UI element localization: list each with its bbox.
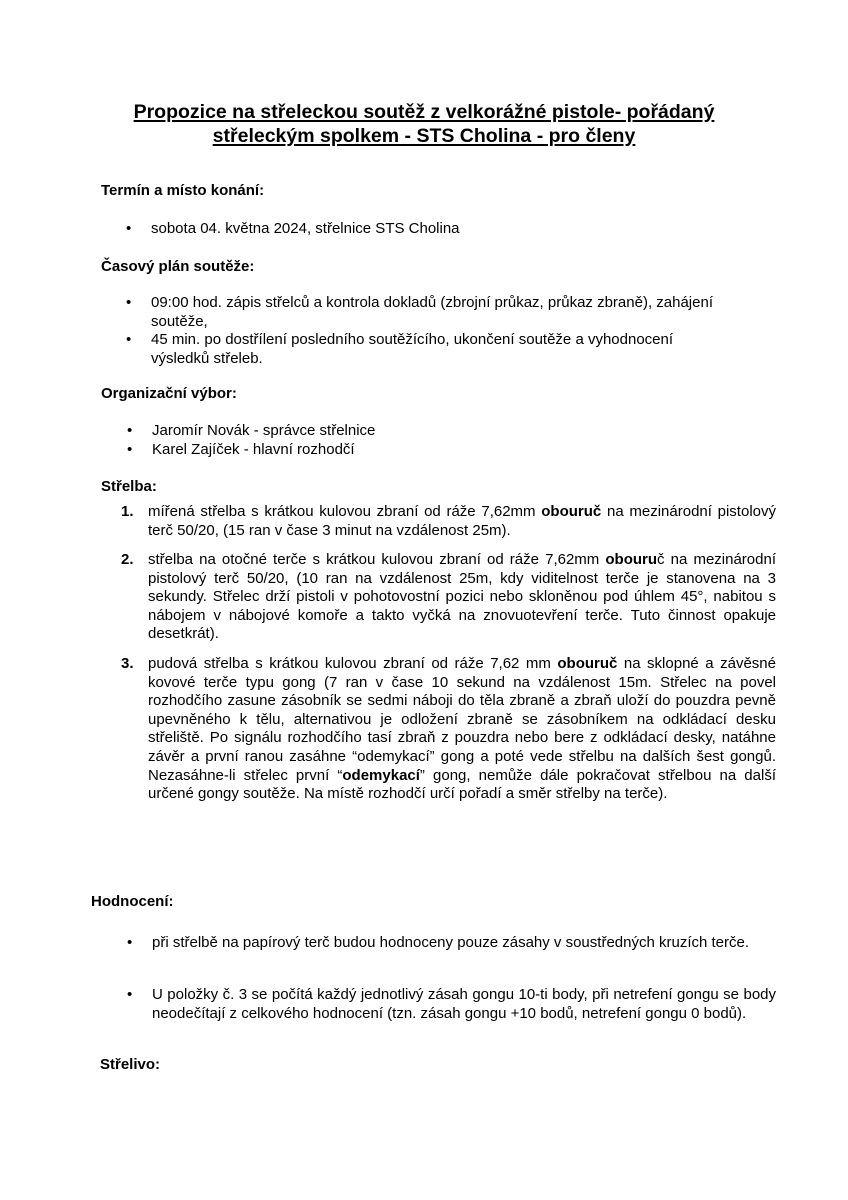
numbered-item-2 (121, 551, 776, 644)
list-item-text: U položky č. 3 se počítá každý jednotlivý zásah gongu 10-ti body, při netrefení gongu se body neodečítají z celkového hodnocení (tzn. zásah gongu +10 bodů, netrefení gongu 0 bodů). (152, 986, 776, 1022)
item-text: na mezinárodní pistolový terč 50/20, (10 ran na vzdálenost 25m, kdy viditelnost terče je stanovena na 3 sekundy. Střelec drží pistoli v pohotovostní pozici nebo skloněnou pod úhlem 45°, nabitou s nábojem v nábojové komoře a takto vyčká na znovuotevření terče. Tuto činnost opakuje desetkrát). (148, 551, 776, 643)
numbered-item-3 (121, 655, 776, 804)
item-text: pudová střelba s krátkou kulovou zbraní od ráže 7,62 mm (148, 655, 558, 672)
list-item (127, 422, 752, 441)
list-item (126, 220, 771, 239)
list-item-text: při střelbě na papírový terč budou hodnoceny pouze zásahy v soustředných kruzích terče. (152, 934, 750, 951)
title-line-1: Propozice na střeleckou soutěž z velkorážné pistole- pořádaný (133, 101, 715, 123)
numbered-item-1 (121, 503, 776, 540)
heading-strelba: Střelba: (101, 478, 157, 495)
bullet-icon: • (126, 331, 132, 348)
item-text: mířená střelba s krátkou kulovou zbraní od ráže 7,62mm (148, 503, 542, 520)
item-emphasis: odemykací (342, 766, 420, 784)
list-item (127, 934, 776, 953)
item-text: č (657, 551, 665, 568)
list-item (127, 441, 752, 460)
heading-casovy-plan: Časový plán soutěže: (101, 258, 255, 275)
bullet-icon: • (127, 934, 133, 951)
list-item-text: sobota 04. května 2024, střelnice STS Cholina (151, 220, 460, 237)
heading-termin: Termín a místo konání: (101, 182, 265, 199)
item-number: 3. (121, 655, 134, 672)
title-line-2: střeleckým spolkem - STS Cholina - pro členy (212, 125, 636, 147)
document-title (80, 100, 768, 148)
list-item-text: 45 min. po dostřílení posledního soutěžícího, ukončení soutěže a vyhodnocení výsledků střeleb. (151, 331, 674, 367)
item-emphasis: obouruč (541, 503, 602, 520)
heading-vybor: Organizační výbor: (101, 385, 237, 402)
list-item-text: 09:00 hod. zápis střelců a kontrola dokladů (zbrojní průkaz, průkaz zbraně), zahájení soutěže, (151, 294, 713, 330)
heading-strelivo: Střelivo: (100, 1056, 161, 1073)
item-text: na mezinárodní pistolový terč 50/20, (15 ran v čase 3 minut na vzdálenost 25m). (148, 503, 776, 539)
bullet-icon: • (126, 220, 132, 237)
bullet-icon: • (127, 441, 133, 458)
item-text: na sklopné a závěsné kovové terče typu gong (7 ran v čase 10 sekund na vzdálenost 15m. Střelec na povel rozhodčího zasune zásobník se sedmi náboji do těla zbraně a zbraň uloží do pouzdra pevně upevněného k tělu, alternativou je odložení zbraně se zásobníkem na odkládací desku střeliště. Po signálu rozhodčího tasí zbraň z pouzdra nebo bere z odkládací desky, natáhne závěr a první ranou zasáhne “odemykací” gong a poté vede střelbu na dalších šest gongů. Nezasáhne-li střelec první “ (148, 655, 776, 784)
bullet-icon: • (126, 294, 132, 311)
item-number: 1. (121, 503, 134, 520)
item-emphasis: obouru (605, 551, 658, 568)
item-text: ” gong, nemůže dále pokračovat střelbou na další určené gongy soutěže. Na místě rozhodčí určí pořadí a směr střelby na terče). (148, 766, 776, 803)
list-item (127, 986, 776, 1023)
list-item-text: Karel Zajíček - hlavní rozhodčí (152, 441, 355, 458)
item-number: 2. (121, 551, 134, 568)
list-item-text: Jaromír Novák - správce střelnice (152, 422, 376, 439)
item-emphasis: obouruč (557, 655, 618, 672)
list-item (126, 331, 711, 368)
heading-hodnoceni: Hodnocení: (91, 893, 174, 910)
list-item (126, 294, 751, 331)
bullet-icon: • (127, 986, 133, 1003)
item-text: střelba na otočné terče s krátkou kulovou zbraní od ráže 7,62mm (148, 551, 606, 568)
bullet-icon: • (127, 422, 133, 439)
